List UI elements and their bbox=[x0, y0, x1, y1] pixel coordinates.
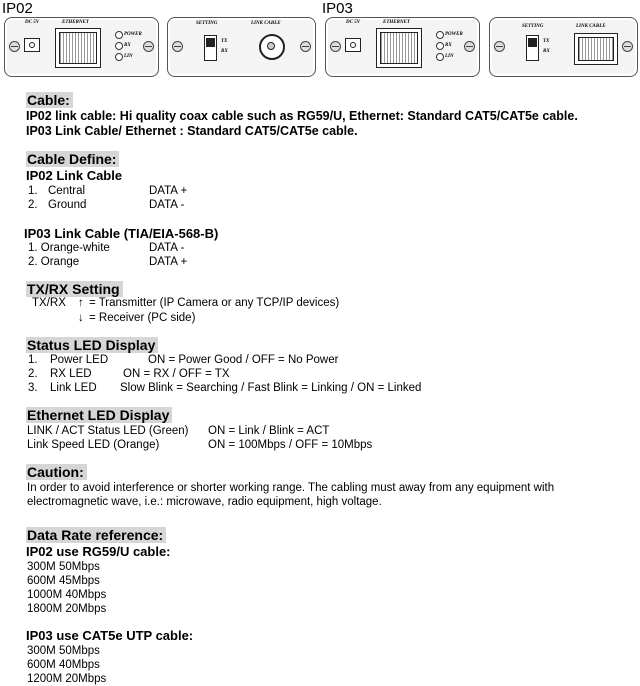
ip03-link-panel bbox=[489, 17, 638, 77]
led-name: Link LED bbox=[50, 382, 97, 394]
txrx-switch-icon bbox=[204, 35, 217, 61]
dc-label: DC 5V bbox=[346, 20, 361, 25]
list-number: 1. bbox=[28, 185, 38, 197]
bnc-connector-icon bbox=[259, 34, 285, 60]
list-number: 1. bbox=[28, 354, 38, 366]
screw-icon bbox=[464, 41, 475, 52]
rx-led-icon bbox=[436, 42, 444, 50]
lin-led-icon bbox=[115, 53, 123, 61]
led-rx-label: RX bbox=[124, 43, 131, 48]
led-desc: ON = Link / Blink = ACT bbox=[208, 425, 330, 437]
switch-rx-label: RX bbox=[221, 49, 228, 54]
ip03-ethernet-panel bbox=[325, 17, 480, 77]
txrx-label: TX/RX bbox=[32, 297, 66, 309]
ip03-data-rate-title: IP03 use CAT5e UTP cable: bbox=[26, 628, 194, 643]
screw-icon bbox=[300, 41, 311, 52]
screw-icon bbox=[330, 41, 341, 52]
ip02-link-cable-title: IP02 Link Cable bbox=[26, 168, 123, 183]
status-led-heading: Status LED Display bbox=[26, 337, 158, 353]
led-power-label: POWER bbox=[445, 32, 463, 37]
rj45-link-port-icon bbox=[574, 33, 618, 65]
screw-icon bbox=[9, 41, 20, 52]
txrx-switch-icon bbox=[526, 35, 539, 61]
led-lin-label: LIN bbox=[445, 54, 454, 59]
cable-heading: Cable: bbox=[26, 92, 73, 108]
ip03-link-cable-title: IP03 Link Cable (TIA/EIA-568-B) bbox=[24, 226, 219, 241]
data-rate-row: 1000M 40Mbps bbox=[27, 589, 107, 601]
pin-name: 1. Orange-white bbox=[28, 242, 110, 254]
data-rate-row: 600M 40Mbps bbox=[27, 659, 100, 671]
data-rate-row: 300M 50Mbps bbox=[27, 561, 100, 573]
cable-line-1: IP02 link cable: Hi quality coax cable such as RG59/U, Ethernet: Standard CAT5/CAT5e cable. bbox=[26, 109, 578, 123]
led-name: Power LED bbox=[50, 354, 109, 366]
up-arrow-icon: ↑ bbox=[78, 297, 84, 309]
data-rate-row: 600M 45Mbps bbox=[27, 575, 100, 587]
ip02-data-rate-title: IP02 use RG59/U cable: bbox=[26, 544, 171, 559]
caution-heading: Caution: bbox=[26, 464, 87, 480]
txrx-line-2: = Receiver (PC side) bbox=[89, 312, 196, 324]
dc-label: DC 5V bbox=[25, 20, 40, 25]
txrx-line-1: = Transmitter (IP Camera or any TCP/IP devices) bbox=[89, 297, 340, 309]
data-rate-row: 1200M 20Mbps bbox=[27, 673, 107, 685]
led-power-label: POWER bbox=[124, 32, 142, 37]
led-desc: Slow Blink = Searching / Fast Blink = Linking / ON = Linked bbox=[120, 382, 422, 394]
cable-line-2: IP03 Link Cable/ Ethernet : Standard CAT5/CAT5e cable. bbox=[26, 124, 358, 138]
pin-value: DATA + bbox=[149, 185, 188, 197]
pin-value: DATA - bbox=[149, 242, 185, 254]
setting-label: SETTING bbox=[522, 24, 544, 29]
ip02-label: IP02 bbox=[2, 0, 33, 17]
led-name: Link Speed LED (Orange) bbox=[27, 439, 160, 451]
screw-icon bbox=[172, 41, 183, 52]
led-rx-label: RX bbox=[445, 43, 452, 48]
screw-icon bbox=[622, 41, 633, 52]
link-cable-label: LINK CABLE bbox=[251, 21, 281, 26]
pin-value: DATA + bbox=[149, 256, 188, 268]
dc-jack-icon bbox=[345, 38, 361, 52]
led-name: LINK / ACT Status LED (Green) bbox=[27, 425, 189, 437]
data-rate-heading: Data Rate reference: bbox=[26, 527, 166, 543]
lin-led-icon bbox=[436, 53, 444, 61]
switch-tx-label: TX bbox=[221, 39, 228, 44]
ethernet-led-heading: Ethernet LED Display bbox=[26, 407, 172, 423]
pin-name: Ground bbox=[48, 199, 87, 211]
screw-icon bbox=[143, 41, 154, 52]
caution-line-2: electromagnetic wave, i.e.: microwave, radio equipment, high voltage. bbox=[27, 496, 382, 508]
ethernet-label: ETHERNET bbox=[383, 20, 410, 25]
caution-line-1: In order to avoid interference or shorter working range. The cabling must away from any equipment with bbox=[27, 482, 555, 494]
txrx-heading: TX/RX Setting bbox=[26, 281, 123, 297]
data-rate-row: 300M 50Mbps bbox=[27, 645, 100, 657]
rx-led-icon bbox=[115, 42, 123, 50]
power-led-icon bbox=[115, 31, 123, 39]
rj45-port-icon bbox=[376, 28, 422, 68]
led-desc: ON = 100Mbps / OFF = 10Mbps bbox=[208, 439, 373, 451]
ip02-ethernet-panel bbox=[4, 17, 159, 77]
pin-value: DATA - bbox=[149, 199, 185, 211]
list-number: 2. bbox=[28, 199, 38, 211]
list-number: 3. bbox=[28, 382, 38, 394]
pin-name: 2. Orange bbox=[28, 256, 80, 268]
switch-rx-label: RX bbox=[543, 49, 550, 54]
ethernet-label: ETHERNET bbox=[62, 20, 89, 25]
led-lin-label: LIN bbox=[124, 54, 133, 59]
list-number: 2. bbox=[28, 368, 38, 380]
setting-label: SETTING bbox=[196, 21, 218, 26]
power-led-icon bbox=[436, 31, 444, 39]
ip03-label: IP03 bbox=[322, 0, 353, 17]
data-rate-row: 1800M 20Mbps bbox=[27, 603, 107, 615]
led-desc: ON = RX / OFF = TX bbox=[123, 368, 230, 380]
screw-icon bbox=[494, 41, 505, 52]
link-cable-label: LINK CABLE bbox=[576, 24, 606, 29]
down-arrow-icon: ↓ bbox=[78, 312, 84, 324]
cable-define-heading: Cable Define: bbox=[26, 151, 119, 167]
pin-name: Central bbox=[48, 185, 86, 197]
led-name: RX LED bbox=[50, 368, 92, 380]
led-desc: ON = Power Good / OFF = No Power bbox=[148, 354, 339, 366]
ip02-link-panel bbox=[167, 17, 316, 77]
rj45-port-icon bbox=[55, 28, 101, 68]
dc-jack-icon bbox=[24, 38, 40, 52]
switch-tx-label: TX bbox=[543, 39, 550, 44]
